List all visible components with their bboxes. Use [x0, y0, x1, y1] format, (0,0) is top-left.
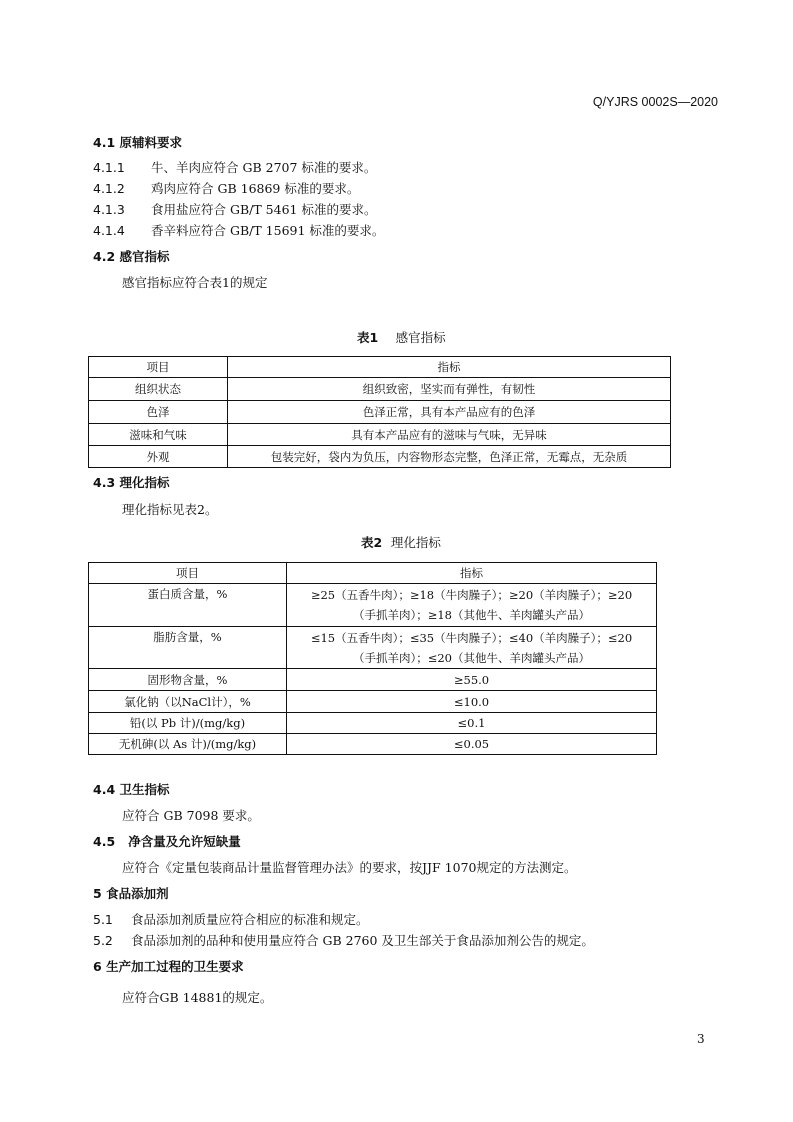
clause-4-1-4	[93, 223, 384, 239]
section-number: 4.4	[93, 782, 116, 797]
clause-4-1-2	[93, 181, 359, 197]
value-cell	[287, 627, 657, 669]
clause-text: 牛、羊肉应符合 GB 2707 标准的要求。	[151, 160, 377, 175]
caption-number: 表1	[357, 330, 379, 345]
section-title: 感官指标	[119, 249, 170, 264]
section-title: 卫生指标	[119, 782, 170, 797]
column-header: 指标	[228, 357, 671, 378]
item-cell: 固形物含量，%	[89, 669, 287, 691]
table-header-row	[89, 357, 671, 378]
section-title: 理化指标	[119, 475, 170, 490]
document-code: Q/YJRS 0002S—2020	[592, 95, 718, 109]
section-number: 5	[93, 886, 102, 901]
table-row	[89, 713, 657, 734]
section-6-paragraph: 应符合GB 14881的规定。	[122, 990, 273, 1005]
item-cell: 组织状态	[89, 378, 228, 401]
clause-text: 食用盐应符合 GB/T 5461 标准的要求。	[151, 202, 377, 217]
caption-title: 理化指标	[390, 535, 441, 550]
value-cell: 组织致密，坚实而有弹性，有韧性	[228, 378, 671, 401]
clause-number: 5.2	[93, 933, 113, 948]
column-header: 项目	[89, 563, 287, 584]
clause-4-1-3	[93, 202, 376, 218]
value-line: ≥25（五香牛肉）；≥18（牛肉臊子）；≥20（羊肉臊子）；≥20	[310, 588, 633, 602]
value-cell: 色泽正常，具有本产品应有的色泽	[228, 401, 671, 424]
item-cell: 滋味和气味	[89, 424, 228, 446]
table-row	[89, 627, 657, 669]
value-cell	[287, 584, 657, 627]
column-header: 项目	[89, 357, 228, 378]
section-4-3-paragraph: 理化指标见表2。	[122, 502, 218, 517]
value-line: （手抓羊肉）；≥18（其他牛、羊肉罐头产品）	[352, 608, 591, 622]
section-number: 4.1	[93, 135, 116, 150]
table-row	[89, 446, 671, 468]
clause-number: 4.1.1	[93, 160, 125, 175]
value-cell: ≤10.0	[287, 691, 657, 713]
section-6-heading	[93, 959, 244, 975]
item-cell: 无机砷(以 As 计)/(mg/kg)	[89, 734, 287, 755]
value-cell: 具有本产品应有的滋味与气味，无异味	[228, 424, 671, 446]
table-row	[89, 401, 671, 424]
section-5-heading	[93, 886, 169, 902]
section-title: 原辅料要求	[119, 135, 183, 150]
value-cell: 包装完好，袋内为负压，内容物形态完整，色泽正常，无霉点，无杂质	[228, 446, 671, 468]
clause-text: 香辛料应符合 GB/T 15691 标准的要求。	[151, 223, 385, 238]
value-line: （手抓羊肉）；≤20（其他牛、羊肉罐头产品）	[352, 650, 591, 665]
table-header-row	[89, 563, 657, 584]
item-cell: 氯化钠（以NaCl计），%	[89, 691, 287, 713]
value-cell: ≤0.05	[287, 734, 657, 755]
section-4-5-paragraph: 应符合《定量包装商品计量监督管理办法》的要求，按JJF 1070规定的方法测定。	[122, 860, 577, 875]
clause-5-1	[93, 912, 369, 928]
clause-number: 4.1.2	[93, 181, 125, 196]
section-number: 6	[93, 959, 102, 974]
clause-text: 食品添加剂质量应符合相应的标准和规定。	[131, 912, 369, 927]
clause-text: 鸡肉应符合 GB 16869 标准的要求。	[151, 181, 360, 196]
caption-number: 表2	[361, 535, 383, 550]
clause-number: 5.1	[93, 912, 113, 927]
section-4-1-heading	[93, 135, 182, 151]
section-number: 4.5	[93, 834, 116, 849]
clause-number: 4.1.3	[93, 202, 125, 217]
section-title: 食品添加剂	[106, 886, 169, 901]
item-cell: 蛋白质含量，%	[89, 584, 287, 627]
item-cell: 外观	[89, 446, 228, 468]
section-title: 生产加工过程的卫生要求	[106, 959, 244, 974]
column-header: 指标	[287, 563, 657, 584]
section-4-4-paragraph: 应符合 GB 7098 要求。	[122, 808, 260, 823]
value-line: ≤15（五香牛肉）；≤35（牛肉臊子）；≤40（羊肉臊子）；≤20	[310, 630, 633, 645]
table-row	[89, 734, 657, 755]
item-cell: 色泽	[89, 401, 228, 424]
clause-text: 食品添加剂的品种和使用量应符合 GB 2760 及卫生部关于食品添加剂公告的规定。	[131, 933, 594, 948]
page-number: 3	[697, 1032, 705, 1046]
clause-4-1-1	[93, 160, 376, 176]
table-row	[89, 691, 657, 713]
item-cell: 脂肪含量，%	[89, 627, 287, 669]
sensory-table	[88, 356, 671, 468]
physicochemical-table	[88, 562, 657, 755]
section-4-2-paragraph: 感官指标应符合表1的规定	[122, 275, 268, 290]
table-row	[89, 378, 671, 401]
table-row	[89, 669, 657, 691]
section-number: 4.2	[93, 249, 116, 264]
value-cell: ≤0.1	[287, 713, 657, 734]
caption-title: 感官指标	[395, 330, 446, 345]
section-4-4-heading	[93, 782, 170, 798]
table-row	[89, 584, 657, 627]
table2-caption	[361, 533, 441, 551]
section-number: 4.3	[93, 475, 116, 490]
item-cell: 铅(以 Pb 计)/(mg/kg)	[89, 713, 287, 734]
section-title: 净含量及允许短缺量	[128, 834, 241, 849]
value-cell: ≥55.0	[287, 669, 657, 691]
clause-5-2	[93, 933, 594, 949]
table1-caption	[357, 328, 446, 346]
section-4-5-heading	[93, 834, 241, 850]
section-4-3-heading	[93, 475, 170, 491]
clause-number: 4.1.4	[93, 223, 125, 238]
section-4-2-heading	[93, 249, 170, 265]
table-row	[89, 424, 671, 446]
